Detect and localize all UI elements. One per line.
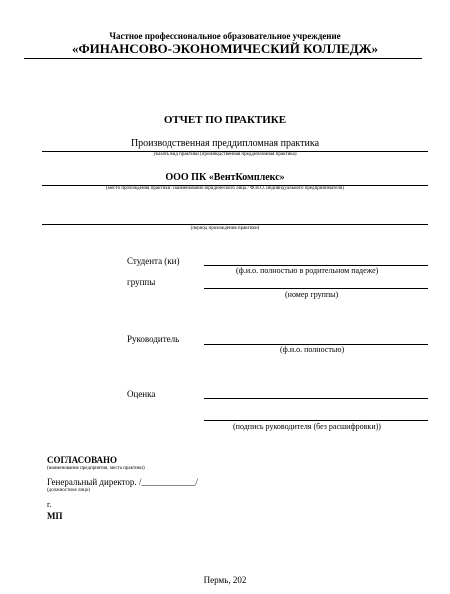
- group-hint: (номер группы): [285, 290, 339, 299]
- practice-type-value: Производственная преддипломная практика: [130, 138, 320, 149]
- approval-city: г.: [47, 500, 52, 509]
- approval-title: СОГЛАСОВАНО: [47, 455, 118, 465]
- practice-place-value: ООО ПК «ВентКомплекс»: [165, 172, 285, 183]
- student-label: Студента (ки): [127, 256, 180, 266]
- approval-org-hint: (наименование предприятия, места практики): [47, 466, 145, 471]
- group-label: группы: [127, 277, 156, 287]
- city-year: Пермь, 202: [203, 575, 247, 585]
- document-title: ОТЧЕТ ПО ПРАКТИКЕ: [163, 114, 287, 126]
- practice-type-hint: указать вид практики (производственная преддипломная практика): [153, 152, 297, 157]
- signature-line: [204, 420, 428, 421]
- college-name: «ФИНАНСОВО-ЭКОНОМИЧЕСКИЙ КОЛЛЕДЖ»: [71, 41, 379, 56]
- practice-period-line: [42, 224, 428, 225]
- student-name-hint: (ф.и.о. полностью в родительном падеже): [236, 266, 379, 275]
- institution-type: Частное профессиональное образовательное учреждение: [109, 31, 341, 41]
- grade-label: Оценка: [127, 389, 156, 399]
- stamp-mark: МП: [47, 511, 63, 521]
- group-line: [204, 288, 428, 289]
- director-signature-line: Генеральный директор. /____________/: [47, 477, 198, 487]
- supervisor-label: Руководитель: [127, 334, 180, 344]
- signature-hint: (подпись руководителя (без расшифровки)): [233, 422, 381, 431]
- approval-position-hint: (должностное лицо): [47, 488, 91, 493]
- grade-line: [204, 398, 428, 399]
- header-divider: [24, 58, 422, 59]
- practice-place-hint: (место прохождения практики: наименование юридического лица / Ф.И.О. индивидуального предпринимателя): [106, 186, 344, 191]
- practice-period-hint: (период прохождения практики): [190, 226, 260, 231]
- supervisor-hint: (ф.и.о. полностью): [280, 345, 345, 354]
